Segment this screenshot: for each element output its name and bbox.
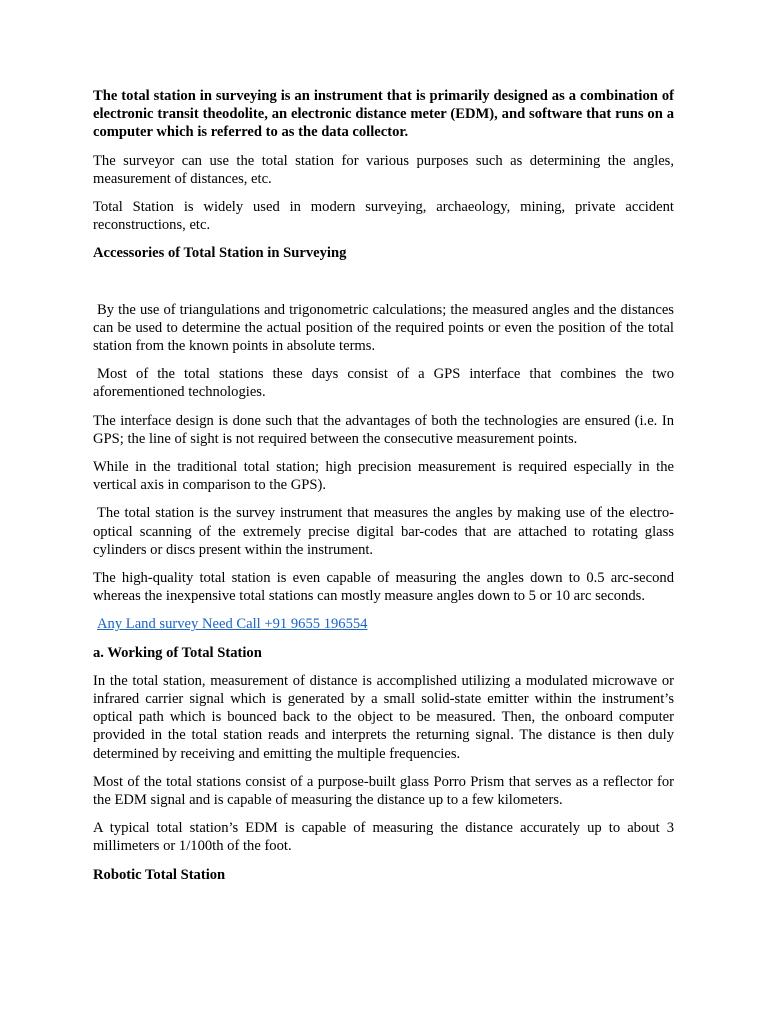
intro-lead-paragraph: The total station in surveying is an instrument that is primarily designed as a combination of electronic transit theodolite, an electronic distance meter (EDM), and software that runs on a computer which is referred to as the data collector. <box>93 88 674 141</box>
accessories-paragraph-4: While in the traditional total station; high precision measurement is required especially in the vertical axis in comparison to the GPS). <box>93 459 674 494</box>
intro-paragraph-2: Total Station is widely used in modern surveying, archaeology, mining, private accident reconstructions, etc. <box>93 199 674 234</box>
accessories-paragraph-1: By the use of triangulations and trigonometric calculations; the measured angles and the distances can be used to determine the actual position of the required points or even the position of the total station from the known points in absolute terms. <box>93 301 674 355</box>
accessories-paragraph-5: The total station is the survey instrument that measures the angles by making use of the electro-optical scanning of the extremely precise digital bar-codes that are attached to rotating glass cylinders or discs present within the instrument. <box>93 505 674 558</box>
working-heading: a. Working of Total Station <box>93 644 262 661</box>
accessories-paragraph-3: The interface design is done such that the advantages of both the technologies are ensured (i.e. In GPS; the line of sight is not required between the consecutive measurement points. <box>93 412 674 447</box>
accessories-paragraph-6: The high-quality total station is even capable of measuring the angles down to 0.5 arc-second whereas the inexpensive total stations can mostly measure angles down to 5 or 10 arc seconds. <box>93 570 674 605</box>
working-paragraph-3: A typical total station’s EDM is capable of measuring the distance accurately up to about 3 millimeters or 1/100th of the foot. <box>93 820 674 855</box>
contact-link-line <box>93 615 674 633</box>
robotic-heading: Robotic Total Station <box>93 866 226 883</box>
working-paragraph-2: Most of the total stations consist of a purpose-built glass Porro Prism that serves as a reflector for the EDM signal and is capable of measuring the distance up to a few kilometers. <box>93 773 674 809</box>
intro-paragraph-1: The surveyor can use the total station for various purposes such as determining the angles, measurement of distances, etc. <box>93 152 674 187</box>
working-paragraph-1: In the total station, measurement of distance is accomplished utilizing a modulated microwave or infrared carrier signal which is generated by a small solid-state emitter within the instrument’s optical path which is bounced back to the object to be measured. Then, the onboard computer provided in the total station reads and interprets the returning signal. The distance is then duly determined by receiving and emitting the multiple frequencies. <box>93 672 674 762</box>
contact-link[interactable]: Any Land survey Need Call +91 9655 196554 <box>97 616 368 633</box>
accessories-paragraph-2: Most of the total stations these days consist of a GPS interface that combines the two aforementioned technologies. <box>93 366 674 401</box>
accessories-heading: Accessories of Total Station in Surveying <box>93 245 347 262</box>
